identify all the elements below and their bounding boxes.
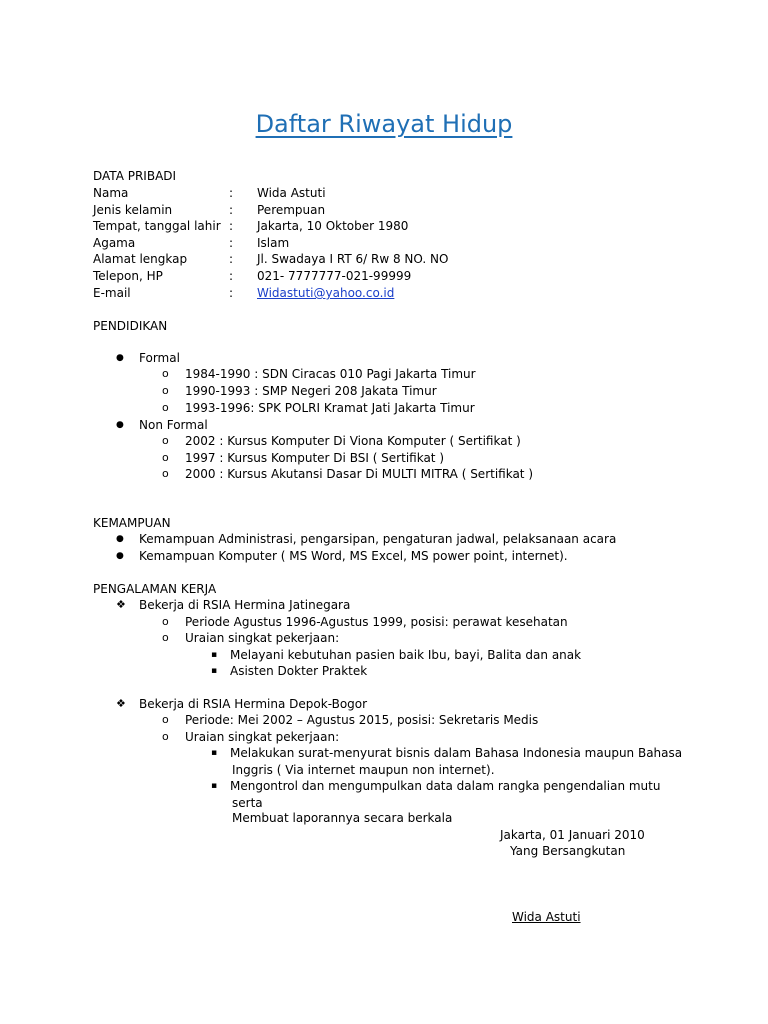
- job2-periode: Periode: Mei 2002 – Agustus 2015, posisi: Sekretaris Medis: [185, 713, 539, 727]
- value-alamat: Jl. Swadaya I RT 6/ Rw 8 NO. NO: [257, 252, 449, 266]
- colon: :: [229, 252, 234, 266]
- email-link[interactable]: Widastuti@yahoo.co.id: [257, 286, 395, 300]
- job2-uraian-label: Uraian singkat pekerjaan:: [185, 730, 340, 744]
- non-formal-label: Non Formal: [139, 418, 208, 432]
- bullet-circle: o: [162, 434, 169, 447]
- bullet-disc: ●: [116, 534, 124, 544]
- value-nama: Wida Astuti: [257, 186, 326, 200]
- job1-title: Bekerja di RSIA Hermina Jatinegara: [139, 598, 351, 612]
- bullet-circle: o: [162, 631, 169, 644]
- label-alamat: Alamat lengkap: [93, 252, 188, 266]
- value-telepon: 021- 7777777-021-99999: [257, 269, 412, 283]
- job2-task-2-line-1: Mengontrol dan mengumpulkan data dalam rangka pengendalian mutu: [230, 779, 661, 793]
- job2-task-2-line-2: serta: [232, 796, 263, 810]
- job2-task-2-line-3: Membuat laporannya secara berkala: [232, 811, 453, 825]
- signature-name: Wida Astuti: [512, 910, 581, 924]
- job1-periode: Periode Agustus 1996-Agustus 1999, posisi: perawat kesehatan: [185, 615, 568, 629]
- colon: :: [229, 186, 234, 200]
- label-jenis-kelamin: Jenis kelamin: [93, 203, 173, 217]
- job1-task: Melayani kebutuhan pasien baik Ibu, bayi, Balita dan anak: [230, 648, 582, 662]
- pengalaman-heading: PENGALAMAN KERJA: [93, 582, 217, 596]
- value-agama: Islam: [257, 236, 290, 250]
- bullet-diamond: ❖: [116, 598, 126, 611]
- non-formal-item: 1997 : Kursus Komputer Di BSI ( Sertifikat ): [185, 451, 445, 465]
- bullet-disc: ●: [116, 420, 124, 430]
- bullet-circle: o: [162, 730, 169, 743]
- bullet-circle: o: [162, 451, 169, 464]
- non-formal-item: 2002 : Kursus Komputer Di Viona Komputer ( Sertifikat ): [185, 434, 521, 448]
- bullet-circle: o: [162, 384, 169, 397]
- kemampuan-item: Kemampuan Komputer ( MS Word, MS Excel, MS power point, internet).: [139, 549, 568, 563]
- bullet-square: ▪: [211, 748, 218, 758]
- formal-label: Formal: [139, 351, 180, 365]
- signature-place-date: Jakarta, 01 Januari 2010: [500, 828, 645, 842]
- non-formal-item: 2000 : Kursus Akutansi Dasar Di MULTI MITRA ( Sertifikat ): [185, 467, 534, 481]
- job1-uraian-label: Uraian singkat pekerjaan:: [185, 631, 340, 645]
- bullet-square: ▪: [211, 781, 218, 791]
- job2-task-1-line-1: Melakukan surat-menyurat bisnis dalam Bahasa Indonesia maupun Bahasa: [230, 746, 683, 760]
- job2-title: Bekerja di RSIA Hermina Depok-Bogor: [139, 697, 368, 711]
- formal-item: 1993-1996: SPK POLRI Kramat Jati Jakarta Timur: [185, 401, 475, 415]
- value-tempat-tanggal-lahir: Jakarta, 10 Oktober 1980: [257, 219, 409, 233]
- bullet-disc: ●: [116, 551, 124, 561]
- colon: :: [229, 219, 234, 233]
- colon: :: [229, 236, 234, 250]
- bullet-square: ▪: [211, 650, 218, 660]
- data-pribadi-heading: DATA PRIBADI: [93, 169, 177, 183]
- value-jenis-kelamin: Perempuan: [257, 203, 326, 217]
- bullet-circle: o: [162, 713, 169, 726]
- kemampuan-item: Kemampuan Administrasi, pengarsipan, pengaturan jadwal, pelaksanaan acara: [139, 532, 617, 546]
- label-email: E-mail: [93, 286, 131, 300]
- label-tempat-tanggal-lahir: Tempat, tanggal lahir: [93, 219, 221, 233]
- bullet-circle: o: [162, 367, 169, 380]
- job1-task: Asisten Dokter Praktek: [230, 664, 368, 678]
- document-title: Daftar Riwayat Hidup: [255, 110, 513, 138]
- bullet-circle: o: [162, 401, 169, 414]
- colon: :: [229, 203, 234, 217]
- colon: :: [229, 286, 234, 300]
- bullet-square: ▪: [211, 666, 218, 676]
- bullet-circle: o: [162, 467, 169, 480]
- pendidikan-heading: PENDIDIKAN: [93, 319, 168, 333]
- bullet-disc: ●: [116, 353, 124, 363]
- label-nama: Nama: [93, 186, 129, 200]
- formal-item: 1984-1990 : SDN Ciracas 010 Pagi Jakarta Timur: [185, 367, 476, 381]
- signature-closing: Yang Bersangkutan: [510, 844, 626, 858]
- bullet-diamond: ❖: [116, 697, 126, 710]
- colon: :: [229, 269, 234, 283]
- formal-item: 1990-1993 : SMP Negeri 208 Jakata Timur: [185, 384, 437, 398]
- job2-task-1-line-2: Inggris ( Via internet maupun non internet).: [232, 763, 495, 777]
- kemampuan-heading: KEMAMPUAN: [93, 516, 171, 530]
- bullet-circle: o: [162, 615, 169, 628]
- label-telepon: Telepon, HP: [93, 269, 163, 283]
- label-agama: Agama: [93, 236, 136, 250]
